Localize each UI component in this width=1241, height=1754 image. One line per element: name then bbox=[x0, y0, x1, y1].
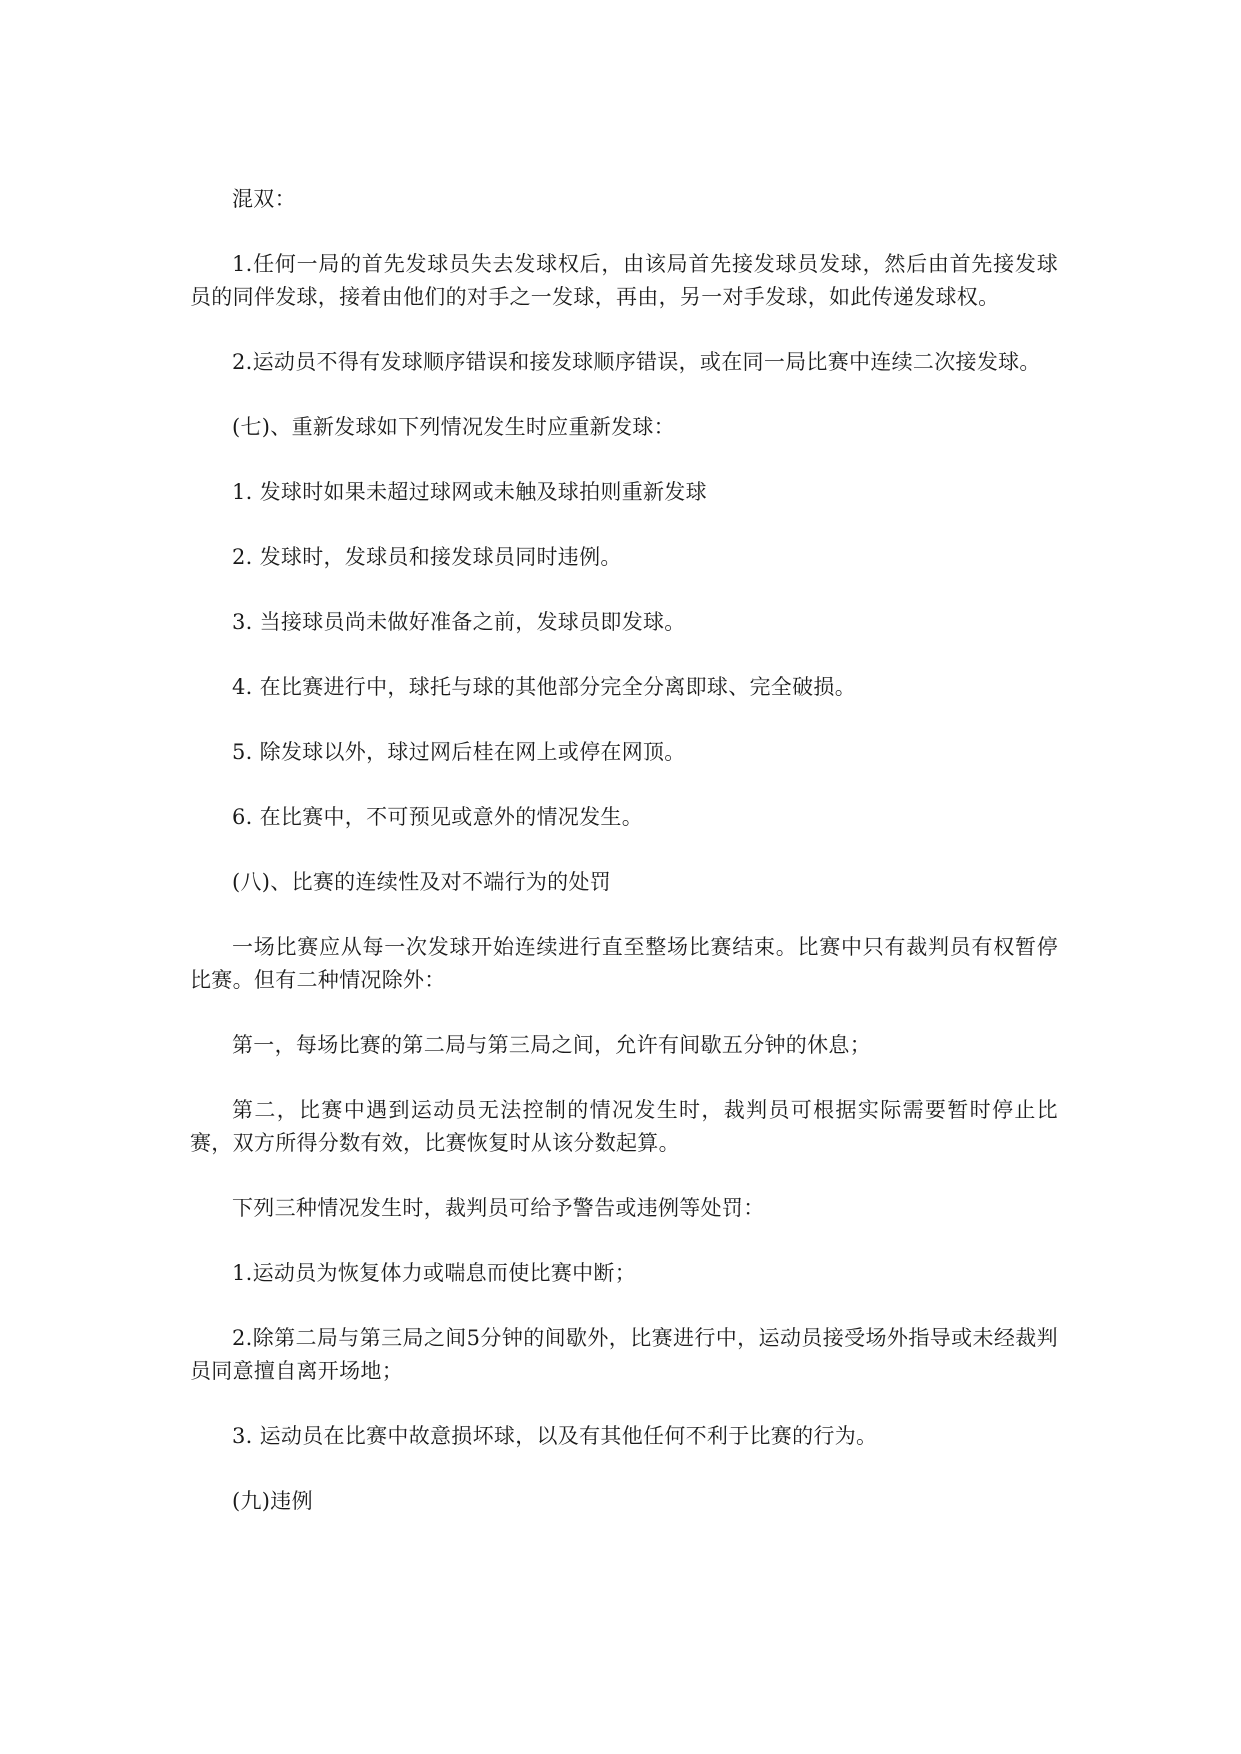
list-item-reserve-5: 5. 除发球以外，球过网后桂在网上或停在网顶。 bbox=[232, 740, 686, 764]
list-item-reserve-4: 4. 在比赛进行中，球托与球的其他部分完全分离即球、完全破损。 bbox=[232, 675, 857, 699]
list-item-reserve-2: 2. 发球时，发球员和接发球员同时违例。 bbox=[232, 545, 622, 569]
list-item-penalty-3: 3. 运动员在比赛中故意损坏球，以及有其他任何不利于比赛的行为。 bbox=[232, 1424, 878, 1448]
section-heading-mixed-doubles: 混双： bbox=[232, 187, 296, 211]
paragraph-rule-2: 2.运动员不得有发球顺序错误和接发球顺序错误，或在同一局比赛中连续二次接发球。 bbox=[232, 350, 1041, 374]
paragraph-continuity: 一场比赛应从每一次发球开始连续进行直至整场比赛结束。比赛中只有裁判员有权暂停比赛。但有二种情况除外： bbox=[190, 935, 1058, 992]
paragraph-exception-1: 第一，每场比赛的第二局与第三局之间，允许有间歇五分钟的休息； bbox=[232, 1033, 871, 1057]
document-body bbox=[190, 183, 1058, 1550]
section-heading-reserve: (七)、重新发球如下列情况发生时应重新发球： bbox=[232, 415, 675, 439]
list-item-reserve-1: 1. 发球时如果未超过球网或未触及球拍则重新发球 bbox=[232, 480, 707, 504]
list-item-penalty-1: 1.运动员为恢复体力或喘息而使比赛中断； bbox=[232, 1261, 637, 1285]
section-heading-continuity: (八)、比赛的连续性及对不端行为的处罚 bbox=[232, 870, 612, 894]
paragraph-exception-2: 第二，比赛中遇到运动员无法控制的情况发生时，裁判员可根据实际需要暂时停止比赛，双方所得分数有效，比赛恢复时从该分数起算。 bbox=[190, 1098, 1058, 1155]
list-item-reserve-6: 6. 在比赛中，不可预见或意外的情况发生。 bbox=[232, 805, 644, 829]
paragraph-rule-1: 1.任何一局的首先发球员失去发球权后，由该局首先接发球员发球，然后由首先接发球员的同伴发球，接着由他们的对手之一发球，再由，另一对手发球，如此传递发球权。 bbox=[190, 252, 1058, 309]
list-item-penalty-2: 2.除第二局与第三局之间5分钟的间歇外，比赛进行中，运动员接受场外指导或未经裁判员同意擅自离开场地； bbox=[190, 1326, 1058, 1383]
section-heading-violation: (九)违例 bbox=[232, 1489, 313, 1513]
paragraph-penalty-intro: 下列三种情况发生时，裁判员可给予警告或违例等处罚： bbox=[232, 1196, 765, 1220]
list-item-reserve-3: 3. 当接球员尚未做好准备之前，发球员即发球。 bbox=[232, 610, 686, 634]
